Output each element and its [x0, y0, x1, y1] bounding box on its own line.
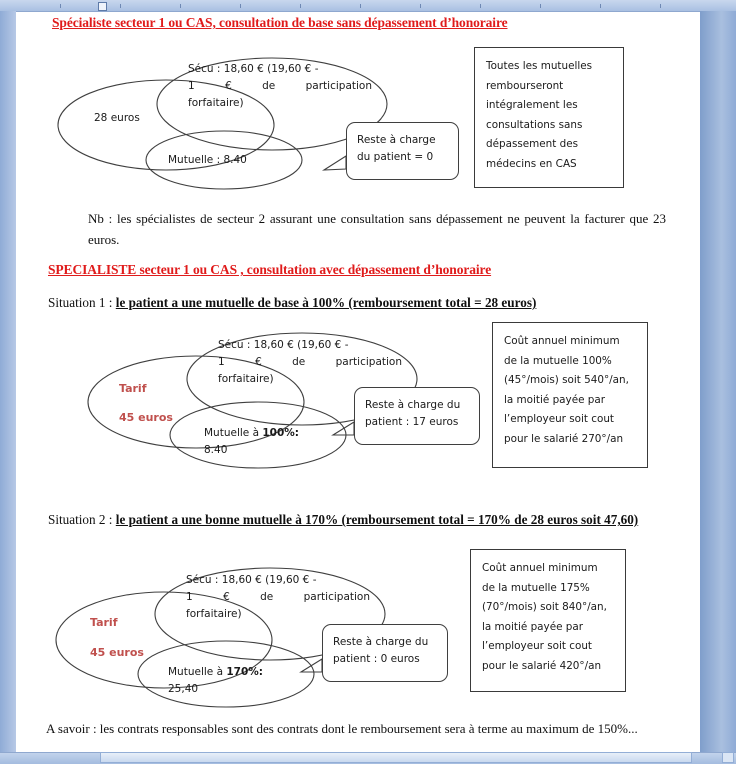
- infobox-line: (45°/mois) soit 540°/an,: [504, 374, 629, 386]
- callout-line-1: Reste à charge: [357, 134, 436, 146]
- callout-reste-a-charge: [354, 387, 480, 445]
- label-mutuelle: Mutuelle : 8.40: [168, 154, 247, 166]
- horizontal-scrollbar[interactable]: [0, 752, 736, 764]
- ruler-tick: [300, 4, 301, 8]
- infobox-line: rembourseront: [486, 79, 564, 92]
- page-margin-right: [700, 11, 736, 753]
- label-mutuelle-prefix: Mutuelle à: [204, 427, 263, 439]
- callout-reste-a-charge: [346, 122, 459, 180]
- situation-2-line: [48, 509, 670, 530]
- label-tarif-value: 45 euros: [119, 411, 173, 424]
- callout-line-1: Reste à charge du: [333, 636, 429, 648]
- situation-1-line: [48, 292, 668, 313]
- infobox-line: la moitié payée par: [482, 620, 584, 633]
- label-secu-line1: Sécu : 18,60 € (19,60 € -: [218, 339, 349, 351]
- infobox-mutuelles-remboursement: [474, 47, 624, 188]
- label-tarif: Tarif: [119, 382, 147, 395]
- infobox-cout-annuel-175: [470, 549, 626, 692]
- note-a-savoir: A savoir : les contrats responsables sont des contrats dont le remboursement sera à terme au maximum de 150%...: [46, 721, 638, 736]
- infobox-line: pour le salarié 420°/an: [482, 659, 602, 672]
- infobox-line: l’employeur soit cout: [504, 413, 615, 425]
- ruler-tick: [120, 4, 121, 8]
- label-mutuelle: [204, 425, 364, 442]
- label-tarif: Tarif: [90, 616, 118, 629]
- callout-line-2: patient : 17 euros: [365, 416, 459, 428]
- page-margin-left: [0, 11, 16, 753]
- label-mutuelle-pct: 170%:: [226, 666, 263, 678]
- label-secu-line2: 1 € de participation: [186, 591, 370, 603]
- section-heading-2: SPECIALISTE secteur 1 ou CAS , consultation avec dépassement d’honoraire: [48, 262, 492, 277]
- infobox-line: Toutes les mutuelles: [486, 60, 593, 72]
- infobox-line: consultations sans: [486, 118, 583, 131]
- label-mutuelle-value: 25,40: [168, 683, 199, 695]
- infobox-line: de la mutuelle 100%: [504, 354, 612, 367]
- callout-line-2: patient : 0 euros: [333, 653, 420, 665]
- callout-reste-a-charge: [322, 624, 448, 682]
- situation-2-bold: le patient a une bonne mutuelle à 170% (remboursement total = 170% de 28 euros soit 47,60): [115, 512, 639, 527]
- infobox-line: Coût annuel minimum: [504, 335, 620, 347]
- ruler-tick: [660, 4, 661, 8]
- ruler-tick: [180, 4, 181, 8]
- section-heading-1: Spécialiste secteur 1 ou CAS, consultation de base sans dépassement d’honoraire: [52, 15, 508, 30]
- label-mutuelle-pct: 100%:: [262, 427, 299, 439]
- ruler-tick: [360, 4, 361, 8]
- ruler-tick: [540, 4, 541, 8]
- diagram-situation-2: [36, 552, 656, 712]
- infobox-line: de la mutuelle 175%: [482, 581, 590, 594]
- callout-line-2: du patient = 0: [357, 151, 434, 163]
- ruler-tick: [480, 4, 481, 8]
- infobox-line: dépassement des: [486, 138, 579, 150]
- scrollbar-corner: [722, 752, 734, 763]
- ruler-tick: [240, 4, 241, 8]
- label-mutuelle: [168, 664, 333, 681]
- infobox-line: l’employeur soit cout: [482, 640, 593, 652]
- infobox-line: (70°/mois) soit 840°/an,: [482, 601, 607, 613]
- note-nb: Nb : les spécialistes de secteur 2 assurant une consultation sans dépassement ne peuvent la facturer que 23 euros.: [88, 211, 666, 247]
- label-secu-line3: forfaitaire): [186, 608, 242, 620]
- diagram-consultation-de-base: [36, 38, 636, 198]
- situation-1-prefix: Situation 1 :: [48, 295, 116, 310]
- horizontal-scrollbar-thumb[interactable]: [100, 752, 692, 763]
- ruler-tick: [420, 4, 421, 8]
- infobox-line: Coût annuel minimum: [482, 562, 598, 574]
- situation-2-prefix: Situation 2 :: [48, 512, 116, 527]
- infobox-line: la moitié payée par: [504, 393, 606, 406]
- label-tarif-value: 45 euros: [90, 646, 144, 659]
- ruler-indent-marker[interactable]: [98, 2, 107, 11]
- label-secu-line1: Sécu : 18,60 € (19,60 € -: [188, 63, 319, 75]
- label-secu-line1: Sécu : 18,60 € (19,60 € -: [186, 574, 317, 586]
- callout-tail: [324, 156, 346, 170]
- diagram-situation-1: [36, 317, 656, 477]
- infobox-line: pour le salarié 270°/an: [504, 432, 624, 445]
- label-mutuelle-prefix: Mutuelle à: [168, 666, 227, 678]
- label-28-euros: 28 euros: [94, 112, 140, 124]
- infobox-line: intégralement les: [486, 99, 578, 111]
- infobox-cout-annuel-100: [492, 322, 648, 468]
- ruler-tick: [60, 4, 61, 8]
- infobox-line: médecins en CAS: [486, 157, 577, 170]
- horizontal-ruler[interactable]: [0, 0, 736, 12]
- label-secu-line3: forfaitaire): [218, 373, 274, 385]
- document-page: [16, 12, 700, 752]
- ruler-tick: [600, 4, 601, 8]
- label-secu-line2: 1 € de participation: [218, 356, 402, 368]
- situation-1-bold: le patient a une mutuelle de base à 100% (remboursement total = 28 euros): [115, 295, 537, 310]
- label-mutuelle-value: 8.40: [204, 444, 228, 456]
- label-secu-line2: 1 € de participation: [188, 80, 372, 92]
- callout-line-1: Reste à charge du: [365, 399, 461, 411]
- label-secu-line3: forfaitaire): [188, 97, 244, 109]
